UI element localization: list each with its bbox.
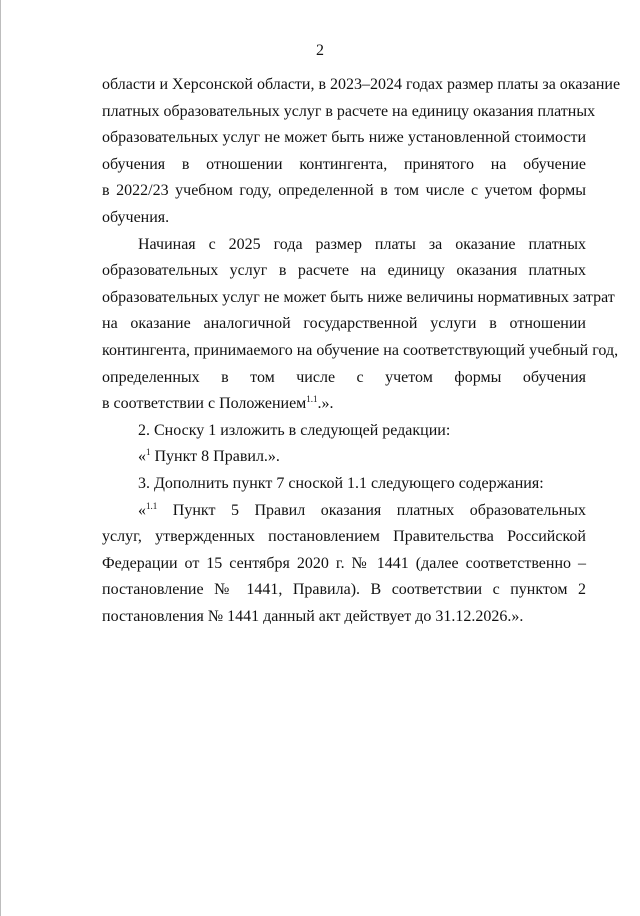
p4-text: Пункт 8 Правил.». [150,448,280,466]
p2-line-5: контингента, принимаемого на обучение на соответствующий учебный год, [102,341,619,359]
p2-line-3: образовательных услуг не может быть ниже величины нормативных затрат [102,288,615,306]
p2-line-4: на оказание аналогичной государственной услуги в отношении [102,315,586,333]
footnote-mark-1: 1 [146,447,151,458]
scan-edge-line [0,0,1,916]
page-number: 2 [316,42,324,59]
p6-line-3: Федерации от 15 сентября 2020 г. № 1441 (далее соответственно – [102,554,586,572]
p1-line-3: образовательных услуг не может быть ниже установленной стоимости [102,129,586,147]
p6-line-4: постановление № 1441, Правила). В соответствии с пунктом 2 [102,581,586,599]
p6-line-2: услуг, утвержденных постановлением Правительства Российской [102,528,586,546]
p6-open-quote: « [138,501,146,519]
p5-line-1: 3. Дополнить пункт 7 сноской 1.1 следующего содержания: [138,474,544,492]
p3-line-1: 2. Сноску 1 изложить в следующей редакции: [138,421,451,439]
p6-line-1 [102,498,586,525]
p2-line-6: определенных в том числе с учетом формы обучения [102,368,586,386]
p1-line-4: обучения в отношении контингента, принятого на обучение [102,155,586,173]
p4-line-1 [102,444,586,471]
p1-line-5: в 2022/23 учебном году, определенной в том числе с учетом формы [102,182,586,200]
p1-line-2: платных образовательных услуг в расчете на единицу оказания платных [102,102,596,120]
p2-line-7-end: .». [317,395,334,413]
p2-line-7 [102,391,586,418]
p2-line-7-text: в соответствии с Положением [102,395,307,413]
document-body [102,72,621,630]
p6-line-5: постановления № 1441 данный акт действует до 31.12.2026.». [102,607,524,625]
footnote-ref-1-1: 1.1 [306,394,318,405]
p2-line-1: Начиная с 2025 года размер платы за оказание платных [138,235,586,253]
footnote-mark-1-1: 1.1 [146,500,158,511]
p2-line-2: образовательных услуг в расчете на единицу оказания платных [102,262,586,280]
p1-line-1: области и Херсонской области, в 2023–2024 годах размер платы за оказание [102,76,621,93]
p4-open-quote: « [138,448,146,466]
p1-line-6: обучения. [102,208,170,226]
p6-line-1-text: Пункт 5 Правил оказания платных образовательных [157,501,586,519]
